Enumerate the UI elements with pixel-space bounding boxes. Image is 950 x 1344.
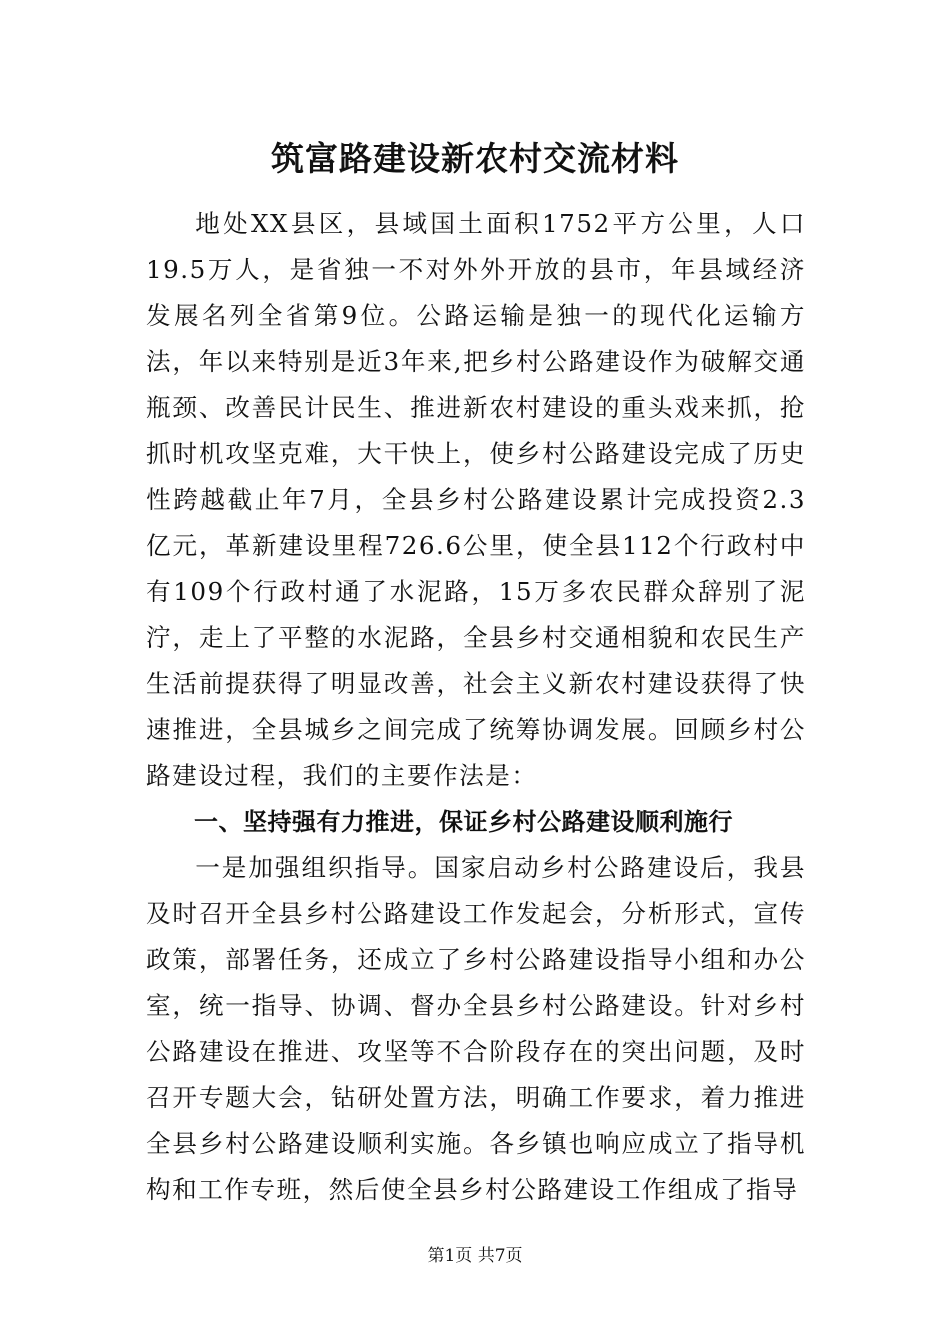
section-heading: 一、坚持强有力推进，保证乡村公路建设顺利施行 bbox=[194, 808, 733, 836]
page-number-footer: 第1页 共7页 bbox=[427, 1246, 523, 1266]
section-paragraph: 一是加强组织指导。国家启动乡村公路建设后，我县及时召开全县乡村公路建设工作发起会，分析形式，宣传政策，部署任务，还成立了乡村公路建设指导小组和办公室，统一指导、协调、督办全县乡村公路建设。针对乡村公路建设在推进、攻坚等不合阶段存在的突出问题，及时召开专题大会，钻研处置方法，明确工作要求，着力推进全县乡村公路建设顺利实施。各乡镇也响应成立了指导机构和工作专班，然后使全县乡村公路建设工作组成了指导 bbox=[146, 853, 806, 1204]
document-body bbox=[146, 201, 806, 1213]
intro-paragraph: 地处XX县区，县域国土面积1752平方公里，人口19.5万人，是省独一不对外外开放的县市，年县域经济发展名列全省第9位。公路运输是独一的现代化运输方法，年以来特别是近3年来,把乡村公路建设作为破解交通瓶颈、改善民计民生、推进新农村建设的重头戏来抓，抢抓时机攻坚克难，大干快上，使乡村公路建设完成了历史性跨越截止年7月，全县乡村公路建设累计完成投资2.3亿元，革新建设里程726.6公里，使全县112个行政村中有109个行政村通了水泥路，15万多农民群众辞别了泥泞，走上了平整的水泥路，全县乡村交通相貌和农民生产生活前提获得了明显改善，社会主义新农村建设获得了快速推进，全县城乡之间完成了统筹协调发展。回顾乡村公路建设过程，我们的主要作法是： bbox=[146, 209, 806, 790]
document-title: 筑富路建设新农村交流材料 bbox=[271, 139, 679, 178]
